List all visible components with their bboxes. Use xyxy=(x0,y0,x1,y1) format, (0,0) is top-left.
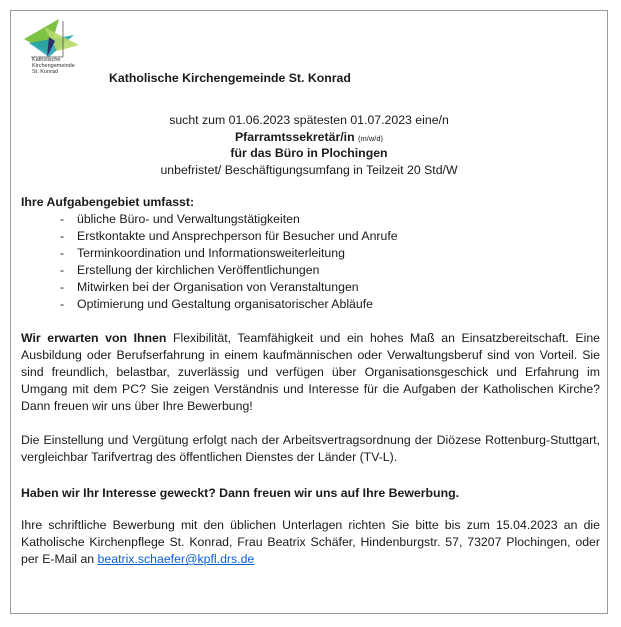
list-item xyxy=(60,279,398,296)
interest-line: Haben wir Ihr Interesse geweckt? Dann freuen wir uns auf Ihre Bewerbung. xyxy=(21,486,460,500)
task-text: Terminkoordination und Informationsweiterleitung xyxy=(77,246,345,260)
logo-line: St. Konrad xyxy=(32,69,58,75)
logo-line: Kirchengemeinde xyxy=(32,63,75,69)
bullet-dash: - xyxy=(60,229,65,243)
expectations-paragraph xyxy=(21,330,600,415)
tasks-list xyxy=(60,211,398,313)
tasks-heading: Ihre Aufgabengebiet umfasst: xyxy=(21,195,195,209)
task-text: Optimierung und Gestaltung organisatorischer Abläufe xyxy=(77,297,373,311)
bullet-dash: - xyxy=(60,263,65,277)
employment-terms: unbefristet/ Beschäftigungsumfang in Teilzeit 20 Std/W xyxy=(160,163,458,177)
task-text: Erstellung der kirchlichen Veröffentlichungen xyxy=(77,263,320,277)
application-text: Ihre schriftliche Bewerbung mit den üblichen Unterlagen richten Sie bitte bis zum 15.04.2023 an die Katholische Kirchenpflege St. Konrad, Frau Beatrix Schäfer, Hindenburgstr. 57, 73207 Plochingen, oder per E-Mail an xyxy=(21,518,600,566)
task-text: Erstkontakte und Ansprechperson für Besucher und Anrufe xyxy=(77,229,398,243)
position-place: für das Büro in Plochingen xyxy=(230,146,388,160)
position-name: Pfarramtssekretär/in xyxy=(234,130,355,144)
expectations-lead: Wir erwarten von Ihnen xyxy=(21,331,167,345)
position-title xyxy=(10,130,608,144)
logo-caption xyxy=(32,57,75,75)
bullet-dash: - xyxy=(60,297,65,311)
intro-line: sucht zum 01.06.2023 spätesten 01.07.2023 eine/n xyxy=(169,113,449,127)
gender-note: (m/w/d) xyxy=(358,134,384,143)
task-text: Mitwirken bei der Organisation von Veranstaltungen xyxy=(77,280,359,294)
organization-name: Katholische Kirchengemeinde St. Konrad xyxy=(109,71,351,85)
list-item xyxy=(60,245,398,262)
email-link[interactable]: beatrix.schaefer@kpfl.drs.de xyxy=(97,552,255,566)
bullet-dash: - xyxy=(60,212,65,226)
list-item xyxy=(60,262,398,279)
list-item xyxy=(60,296,398,313)
parish-logo xyxy=(19,17,109,85)
expectations-text: Flexibilität, Teamfähigkeit und ein hohes Maß an Einsatzbereitschaft. Eine Ausbildung oder Berufserfahrung in einem kaufmännischen oder Verwaltungsberuf sind von Vorteil. Sie sind freundlich, belastbar, zuverlässig und verfügen über Organisationsgeschick und Erfahrung im Umgang mit dem PC? Sie zeigen Verständnis und Interesse für die Aufgaben der Katholischen Kirche? Dann freuen wir uns über Ihre Bewerbung! xyxy=(21,331,600,413)
salary-paragraph: Die Einstellung und Vergütung erfolgt nach der Arbeitsvertragsordnung der Diözese Rottenburg-Stuttgart, vergleichbar Tarifvertrag des öffentlichen Dienstes der Länder (TV-L). xyxy=(21,433,600,464)
list-item xyxy=(60,211,398,228)
logo-line: Katholische xyxy=(32,57,61,63)
bullet-dash: - xyxy=(60,280,65,294)
task-text: übliche Büro- und Verwaltungstätigkeiten xyxy=(77,212,300,226)
bullet-dash: - xyxy=(60,246,65,260)
application-paragraph xyxy=(21,517,600,568)
list-item xyxy=(60,228,398,245)
